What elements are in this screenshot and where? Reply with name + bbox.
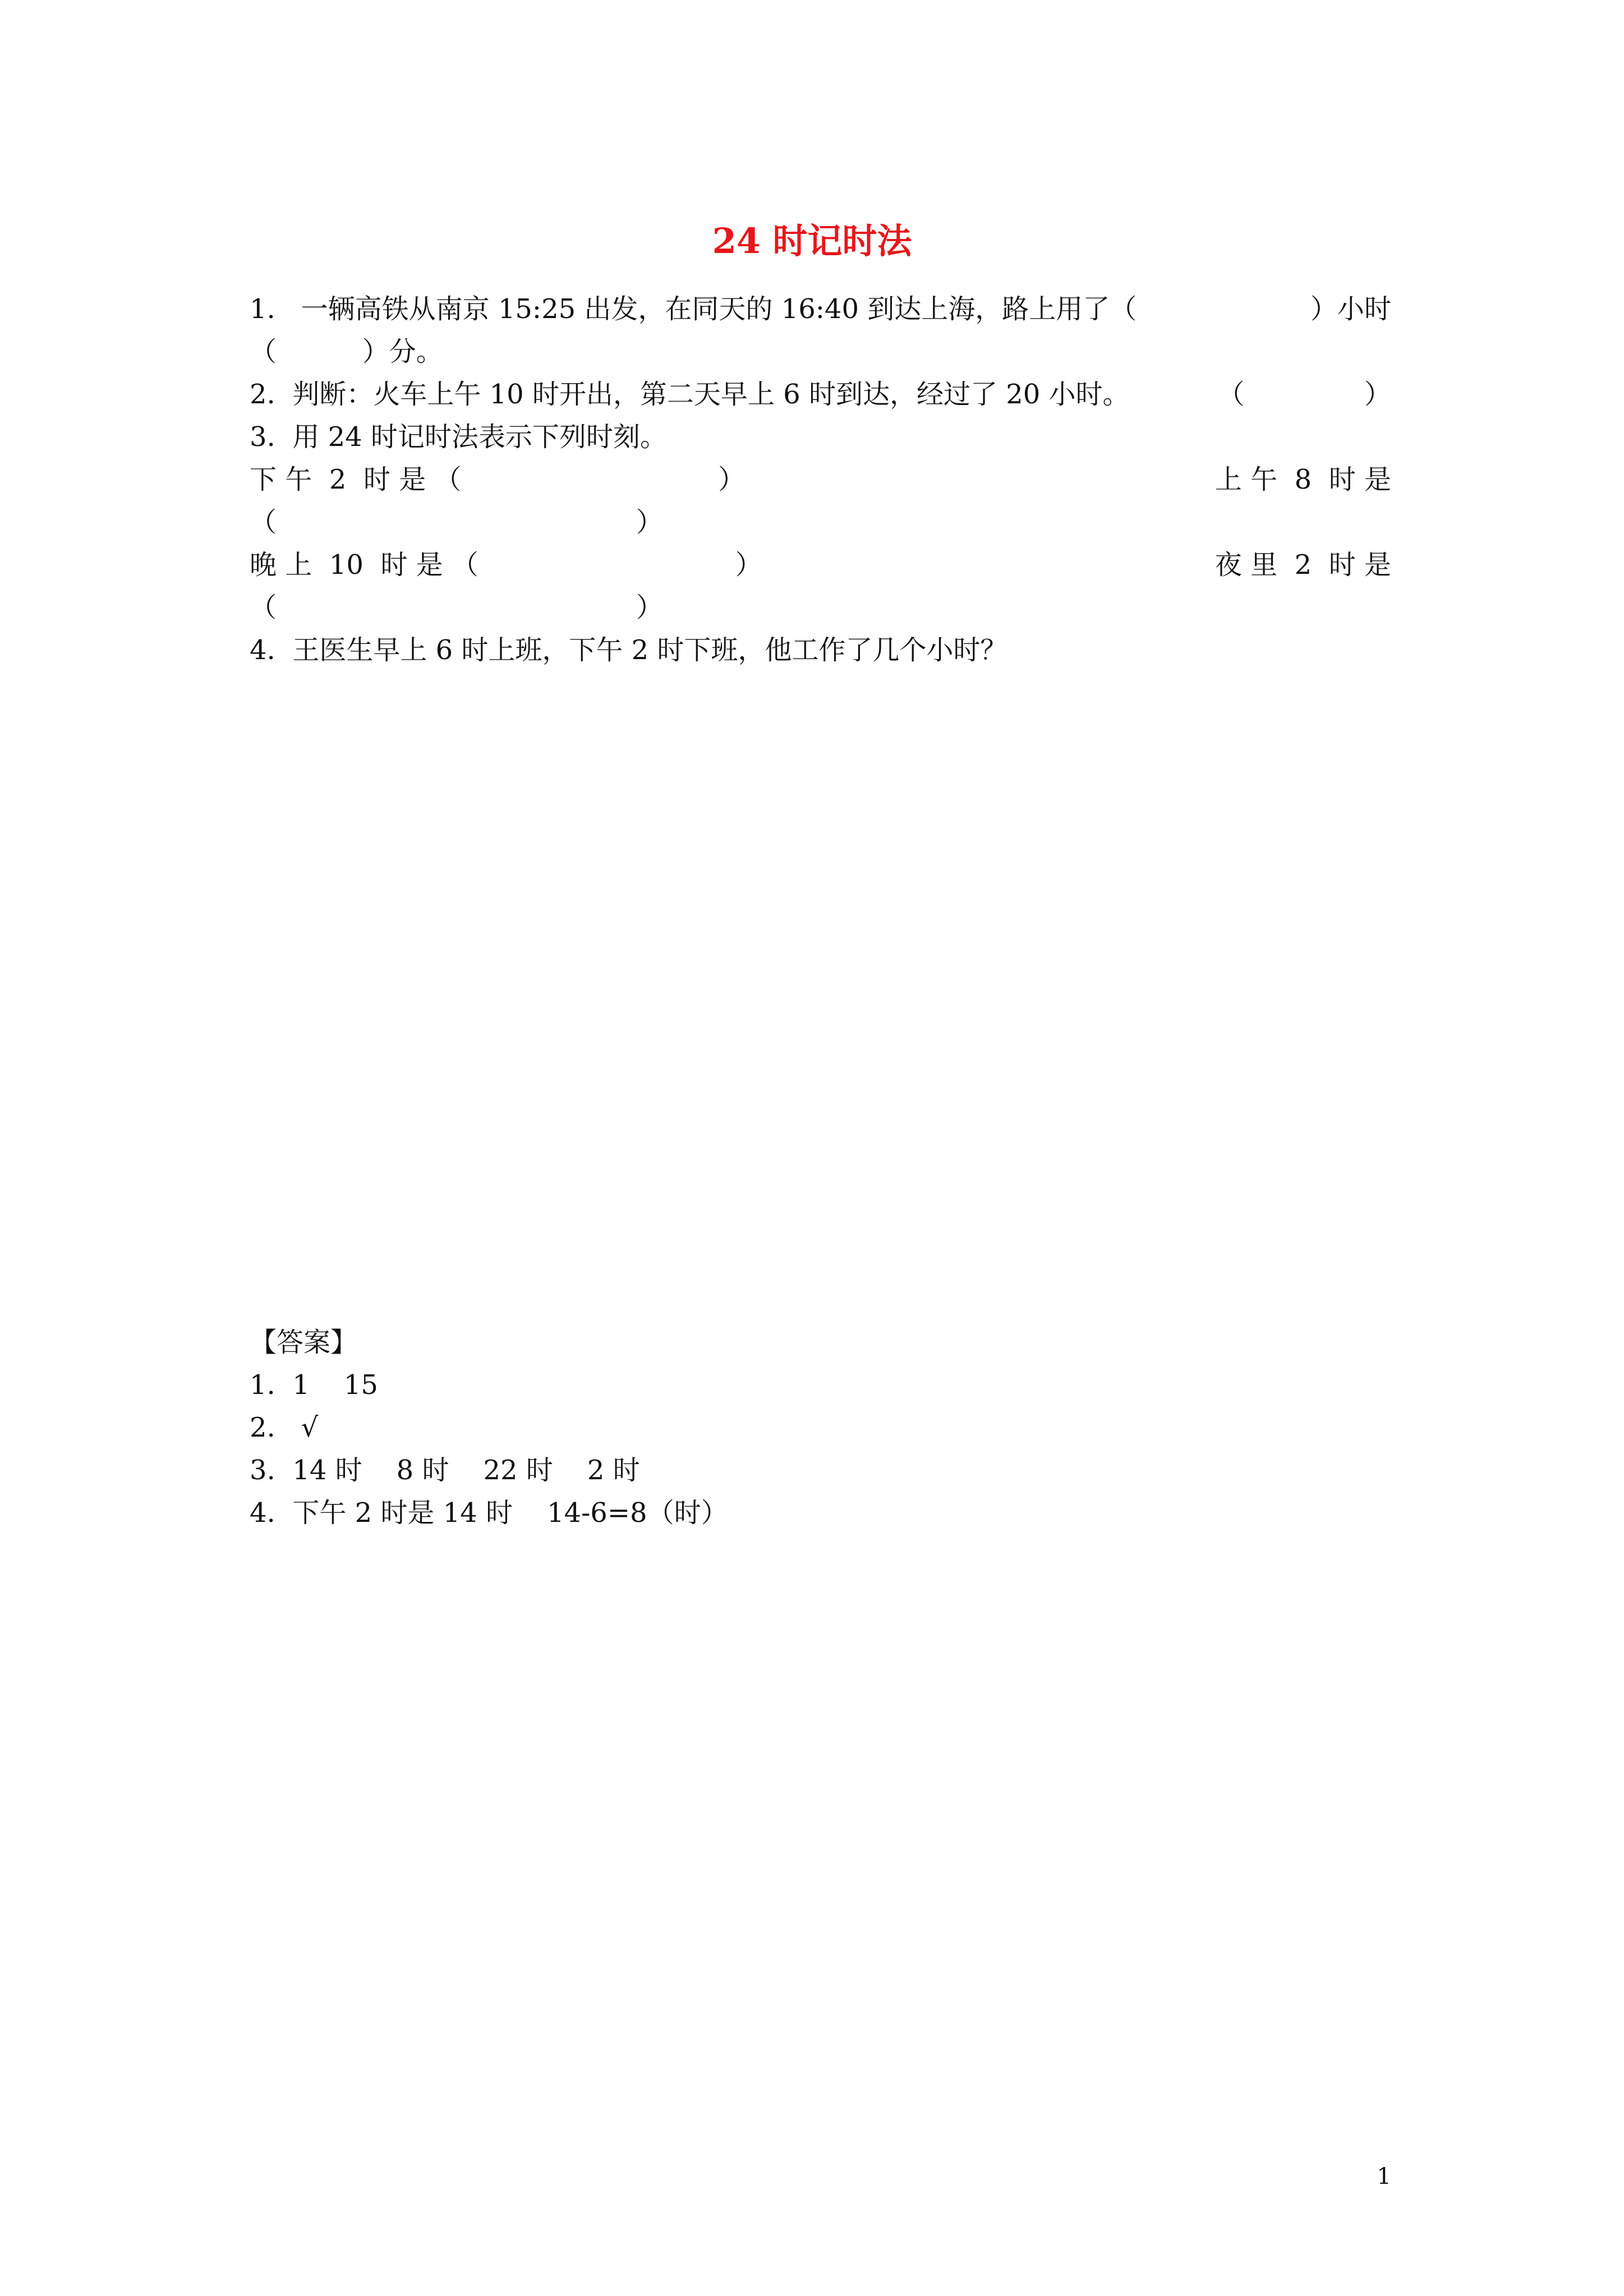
question-section — [250, 288, 1391, 671]
answer-heading: 【答案】 — [250, 1327, 358, 1358]
question-3-item-morning-8: 上 午 8 时 是 — [1214, 464, 1391, 495]
question-1-unit-hours: ）小时 — [1310, 293, 1391, 325]
question-3-row-4: （ ） — [250, 592, 663, 623]
question-3-row-1 — [250, 458, 1391, 501]
question-3-item-afternoon-2: 下 午 2 时 是 （ ） — [250, 464, 746, 495]
question-3-row-3 — [250, 544, 1391, 586]
question-2 — [250, 373, 1391, 416]
question-1-line-2: （ ）分。 — [250, 336, 443, 367]
answer-1: 1. 1 15 — [250, 1369, 378, 1401]
question-2-text: 2. 判断：火车上午 10 时开出，第二天早上 6 时到达，经过了 20 小时。 — [250, 379, 1130, 410]
question-4: 4. 王医生早上 6 时上班，下午 2 时下班，他工作了几个小时？ — [250, 634, 1007, 666]
question-2-answer-blank: （ ） — [1217, 379, 1391, 410]
answer-3: 3. 14 时 8 时 22 时 2 时 — [250, 1455, 640, 1486]
answer-2: 2. √ — [250, 1412, 319, 1443]
question-3-item-night-2: 夜 里 2 时 是 — [1214, 549, 1391, 581]
page-number: 1 — [1377, 2164, 1391, 2189]
question-1-line-1 — [250, 288, 1391, 330]
answer-section — [250, 1321, 1391, 1534]
question-3-title: 3. 用 24 时记时法表示下列时刻。 — [250, 421, 667, 453]
question-3-row-2: （ ） — [250, 507, 663, 538]
page-title: 24 时记时法 — [712, 220, 912, 261]
question-3-item-evening-10: 晚 上 10 时 是 （ ） — [250, 549, 762, 581]
question-1-text: 1. 一辆高铁从南京 15:25 出发，在同天的 16:40 到达上海，路上用了（ — [250, 293, 1137, 325]
answer-4: 4. 下午 2 时是 14 时 14-6=8（时） — [250, 1497, 728, 1529]
